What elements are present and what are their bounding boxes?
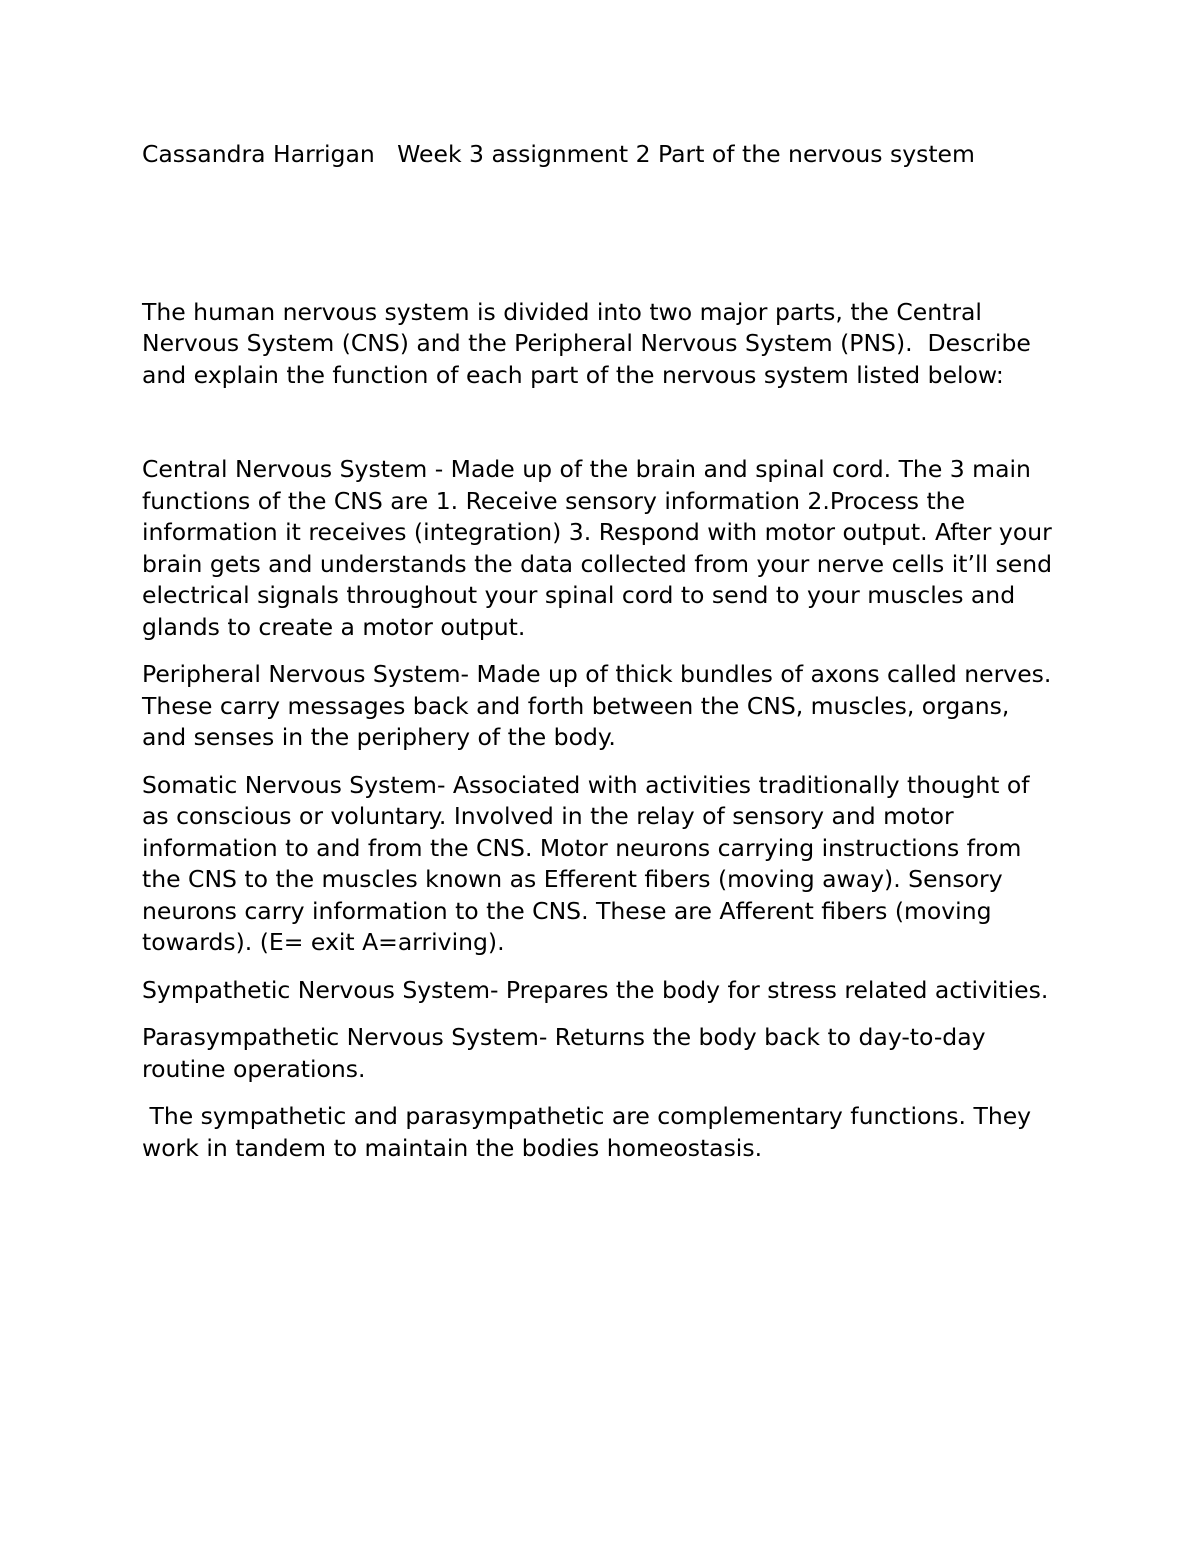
intro-line: Nervous System (CNS) and the Peripheral Nervous System (PNS). Describe: [142, 329, 1031, 357]
conclusion-line: work in tandem to maintain the bodies homeostasis.: [142, 1133, 763, 1162]
pns-line: These carry messages back and forth between the CNS, muscles, organs,: [142, 691, 1010, 720]
cns-paragraph: [142, 454, 1072, 643]
conclusion-paragraph: [142, 1101, 1072, 1164]
somatic-line: Somatic Nervous System- Associated with activities traditionally thought of: [142, 770, 1030, 799]
somatic-line: the CNS to the muscles known as Efferent fibers (moving away). Sensory: [142, 865, 1003, 893]
cns-line: electrical signals throughout your spinal cord to send to your muscles and: [142, 581, 1016, 609]
parasympathetic-line: routine operations.: [142, 1054, 366, 1083]
pns-paragraph: [142, 659, 1072, 754]
cns-line: Central Nervous System - Made up of the brain and spinal cord. The 3 main: [142, 455, 1031, 483]
cns-line: functions of the CNS are 1. Receive sensory information 2.Process the: [142, 486, 966, 515]
sympathetic-line: Sympathetic Nervous System- Prepares the body for stress related activities.: [142, 975, 1049, 1004]
somatic-line: as conscious or voluntary. Involved in the relay of sensory and motor: [142, 802, 954, 830]
intro-paragraph: [142, 297, 1072, 392]
header-line: Cassandra Harrigan Week 3 assignment 2 Part of the nervous system: [142, 140, 975, 168]
somatic-line: neurons carry information to the CNS. These are Afferent fibers (moving: [142, 896, 992, 925]
pns-line: Peripheral Nervous System- Made up of thick bundles of axons called nerves.: [142, 660, 1052, 688]
cns-line: brain gets and understands the data collected from your nerve cells it’ll send: [142, 549, 1053, 578]
intro-line: The human nervous system is divided into two major parts, the Central: [142, 297, 982, 326]
cns-line: information it receives (integration) 3. Respond with motor output. After your: [142, 518, 1052, 546]
somatic-paragraph: [142, 770, 1072, 959]
conclusion-line: The sympathetic and parasympathetic are complementary functions. They: [142, 1102, 1032, 1130]
document-header: [142, 139, 1072, 171]
parasympathetic-paragraph: [142, 1022, 1072, 1085]
intro-line: and explain the function of each part of the nervous system listed below:: [142, 360, 1004, 389]
document-body: [142, 139, 1072, 1164]
cns-line: glands to create a motor output.: [142, 612, 526, 641]
parasympathetic-line: Parasympathetic Nervous System- Returns the body back to day-to-day: [142, 1023, 986, 1051]
pns-line: and senses in the periphery of the body.: [142, 723, 616, 751]
somatic-line: towards). (E= exit A=arriving).: [142, 928, 505, 956]
somatic-line: information to and from the CNS. Motor neurons carrying instructions from: [142, 833, 1022, 862]
sympathetic-paragraph: [142, 975, 1072, 1007]
